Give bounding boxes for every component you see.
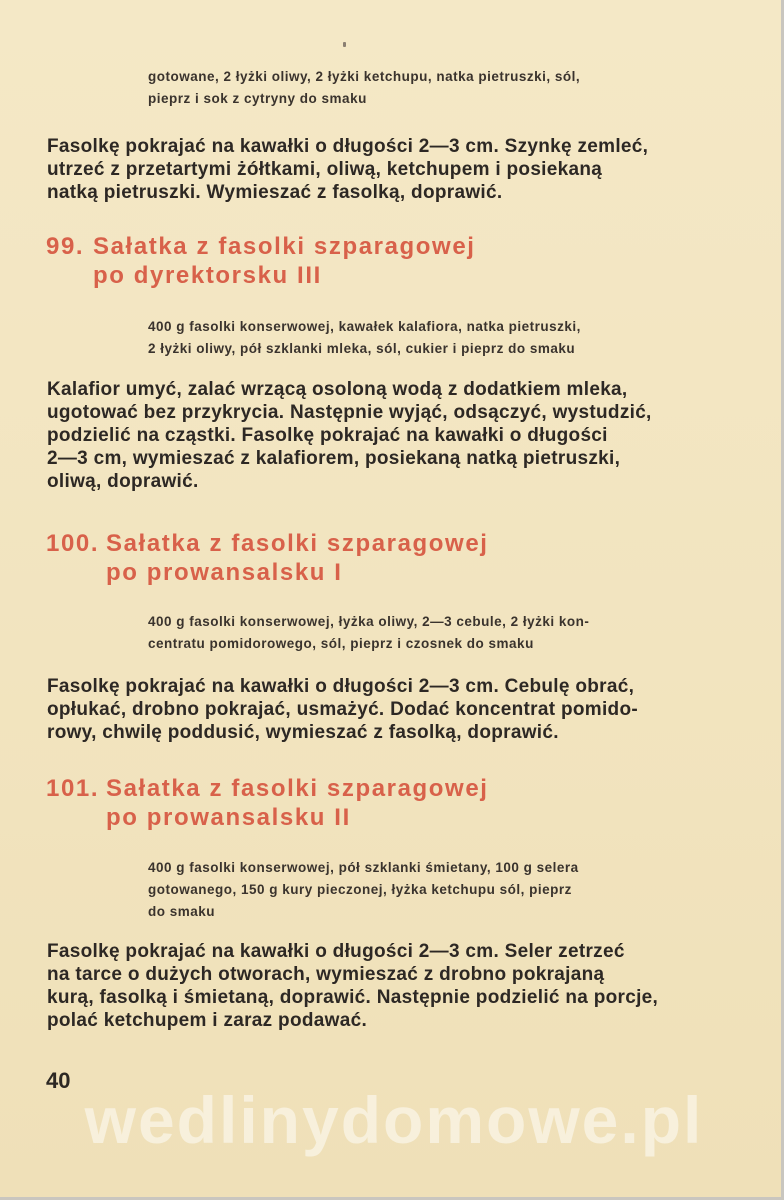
recipe-title-line: Sałatka z fasolki szparagowej (93, 233, 476, 260)
method-line: oliwą, doprawić. (47, 471, 199, 492)
recipe-number: 100. (46, 530, 100, 557)
watermark: wedlinydomowe.pl (84, 1083, 704, 1157)
recipe-99-ingredients (148, 316, 680, 360)
ingredients-line: centratu pomidorowego, sól, pieprz i czosnek do smaku (148, 636, 534, 651)
ingredients-line: gotowanego, 150 g kury pieczonej, łyżka ketchupu sól, pieprz (148, 882, 572, 897)
method-line: podzielić na cząstki. Fasolkę pokrajać na kawałki o długości (47, 425, 608, 446)
recipe-number: 99. (46, 233, 85, 260)
method-line: opłukać, drobno pokrajać, usmażyć. Dodać koncentrat pomido- (47, 699, 638, 720)
method-line: Fasolkę pokrajać na kawałki o długości 2—3 cm. Szynkę zemleć, (47, 136, 649, 157)
method-line: Fasolkę pokrajać na kawałki o długości 2—3 cm. Cebulę obrać, (47, 676, 635, 697)
recipe-101-ingredients (148, 857, 680, 923)
method-line: Kalafior umyć, zalać wrzącą osoloną wodą z dodatkiem mleka, (47, 379, 628, 400)
method-line: kurą, fasolką i śmietaną, doprawić. Następnie podzielić na porcje, (47, 987, 659, 1008)
recipe-99-method (47, 378, 683, 493)
method-line: natką pietruszki. Wymieszać z fasolką, doprawić. (47, 182, 503, 203)
recipe-99-title (46, 232, 566, 290)
method-line: rowy, chwilę poddusić, wymieszać z fasolką, doprawić. (47, 722, 559, 743)
method-line: Fasolkę pokrajać na kawałki o długości 2—3 cm. Seler zetrzeć (47, 941, 625, 962)
ingredients-line: 400 g fasolki konserwowej, łyżka oliwy, 2—3 cebule, 2 łyżki kon- (148, 614, 590, 629)
intro-method (47, 135, 683, 204)
ingredients-line: gotowane, 2 łyżki oliwy, 2 łyżki ketchupu, natka pietruszki, sól, (148, 69, 581, 84)
page-number: 40 (46, 1068, 71, 1093)
method-line: 2—3 cm, wymieszać z kalafiorem, posiekaną natką pietruszki, (47, 448, 621, 469)
recipe-title-line: Sałatka z fasolki szparagowej (106, 530, 489, 557)
recipe-title-line: po prowansalsku I (106, 559, 343, 586)
print-speck (343, 42, 346, 47)
ingredients-line: 400 g fasolki konserwowej, pół szklanki śmietany, 100 g selera (148, 860, 579, 875)
method-line: ugotować bez przykrycia. Następnie wyjąć, odsączyć, wystudzić, (47, 402, 652, 423)
recipe-100-ingredients (148, 611, 680, 655)
ingredients-line: 400 g fasolki konserwowej, kawałek kalafiora, natka pietruszki, (148, 319, 581, 334)
ingredients-line: do smaku (148, 904, 216, 919)
ingredients-line: pieprz i sok z cytryny do smaku (148, 91, 367, 106)
recipe-title-line: po prowansalsku II (106, 804, 351, 831)
method-line: polać ketchupem i zaraz podawać. (47, 1010, 368, 1031)
recipe-100-title (46, 529, 566, 587)
recipe-number: 101. (46, 775, 100, 802)
recipe-100-method (47, 675, 683, 744)
method-line: utrzeć z przetartymi żółtkami, oliwą, ketchupem i posiekaną (47, 159, 603, 180)
method-line: na tarce o dużych otworach, wymieszać z drobno pokrajaną (47, 964, 605, 985)
recipe-101-title (46, 774, 566, 832)
ingredients-line: 2 łyżki oliwy, pół szklanki mleka, sól, cukier i pieprz do smaku (148, 341, 576, 356)
recipe-title-line: Sałatka z fasolki szparagowej (106, 775, 489, 802)
intro-ingredients (148, 66, 658, 110)
recipe-title-line: po dyrektorsku III (93, 262, 322, 289)
recipe-101-method (47, 940, 683, 1032)
